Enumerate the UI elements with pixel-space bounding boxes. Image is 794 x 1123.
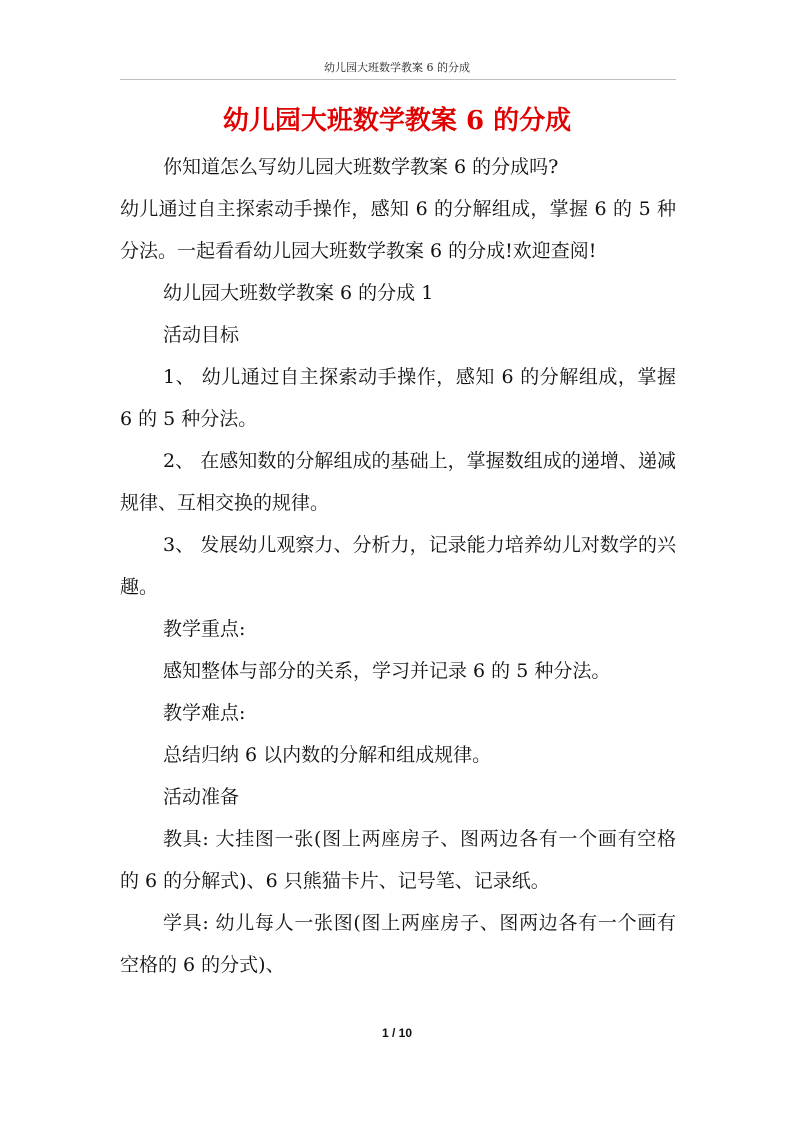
key-points-heading: 教学重点: [163, 618, 246, 640]
key-points-text: 感知整体与部分的关系，学习并记录 6 的 5 种分法。 [163, 660, 611, 682]
document-title: 幼儿园大班数学教案 6 的分成 [222, 106, 572, 136]
objective-item-2: 2、 在感知数的分解组成的基础上，掌握数组成的递增、递减规律、互相交换的规律。 [120, 450, 676, 514]
section-heading: 幼儿园大班数学教案 6 的分成 1 [163, 282, 434, 304]
header-divider [120, 79, 676, 80]
objective-item-1: 1、 幼儿通过自主探索动手操作，感知 6 的分解组成，掌握 6 的 5 种分法。 [120, 366, 676, 430]
difficulties-heading: 教学难点: [163, 702, 246, 724]
objectives-heading: 活动目标 [163, 324, 240, 346]
page-number: 1 / 10 [381, 1026, 413, 1040]
preparation-heading: 活动准备 [163, 786, 240, 808]
running-header: 幼儿园大班数学教案 6 的分成 [324, 61, 470, 74]
intro-question: 你知道怎么写幼儿园大班数学教案 6 的分成吗? [163, 156, 559, 178]
teaching-aids-text: 教具: 大挂图一张(图上两座房子、图两边各有一个画有空格的 6 的分解式)、6 只熊猫卡片、记号笔、记录纸。 [120, 828, 676, 892]
learning-aids-text: 学具: 幼儿每人一张图(图上两座房子、图两边各有一个画有空格的 6 的分式)、 [120, 912, 676, 976]
intro-paragraph: 幼儿通过自主探索动手操作，感知 6 的分解组成，掌握 6 的 5 种分法。一起看看幼儿园大班数学教案 6 的分成!欢迎查阅! [120, 198, 676, 262]
document-body [120, 146, 676, 986]
difficulties-text: 总结归纳 6 以内数的分解和组成规律。 [163, 744, 492, 766]
objective-item-3: 3、 发展幼儿观察力、分析力，记录能力培养幼儿对数学的兴趣。 [120, 534, 676, 598]
